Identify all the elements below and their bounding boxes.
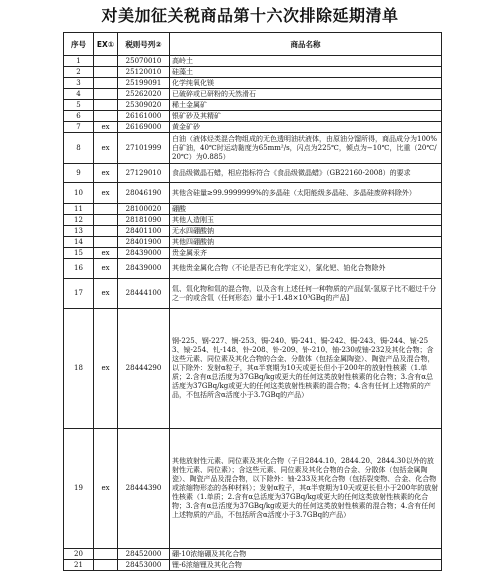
row-name: 其他含硅量≥99.9999999%的多晶硅（太阳能级多晶硅、多晶硅废碎料除外） [170, 183, 442, 204]
row-code: 28444290 [118, 309, 170, 429]
row-name: 黄金矿砂 [170, 122, 442, 133]
row-seq: 2 [64, 67, 94, 78]
row-ex [94, 549, 118, 560]
row-ex [94, 560, 118, 571]
row-seq: 1 [64, 56, 94, 67]
row-seq: 5 [64, 100, 94, 111]
table-row [64, 204, 442, 215]
row-code: 28444390 [118, 429, 170, 549]
row-ex [94, 67, 118, 78]
row-seq: 7 [64, 122, 94, 133]
row-code: 25120010 [118, 67, 170, 78]
row-code: 28181090 [118, 215, 170, 226]
row-ex: ex [94, 164, 118, 183]
row-code: 28439000 [118, 259, 170, 279]
row-ex: ex [94, 183, 118, 204]
row-ex [94, 204, 118, 215]
row-seq: 18 [64, 309, 94, 429]
row-ex: ex [94, 429, 118, 549]
row-code: 28401900 [118, 237, 170, 248]
row-name: 已破碎或已研粉的天然滑石 [170, 89, 442, 100]
row-code: 27101999 [118, 133, 170, 164]
table-row [64, 549, 442, 560]
row-ex [94, 100, 118, 111]
row-name: 钢-225、钢-227、锎-253、锔-240、锔-241、锔-242、锔-243、锔-244、锿-253、锿-254、钆-148、钋-208、钋-209、钋-210、铀-230或铀-232及其化合物；含这些元素、同位素及其化合物的合金、分散体（包括金属陶瓷）、陶瓷产品及混合物，以下除外：发射α粒子，其α半衰期为10天或更长但小于200年的放射性核素（1.单质；2.含有α总活度为37GBq/kg或更大的任何这类放射性核素的化合物；3.含有α总活度为37GBq/kg或更大的任何这类放射性核素的混合物；4.含有任何上述物质的产品，不包括所含α活度小于3.7GBq的产品） [170, 309, 442, 429]
row-name: 化学纯氧化镁 [170, 78, 442, 89]
table-row [64, 78, 442, 89]
row-name: 锂-6浓缩锂及其化合物 [170, 560, 442, 571]
row-seq: 16 [64, 259, 94, 279]
row-name: 食品级微晶石蜡，相应指标符合《食品级微晶蜡》（GB22160-2008）的要求 [170, 164, 442, 183]
row-ex [94, 78, 118, 89]
row-ex: ex [94, 309, 118, 429]
header-name: 商品名称 [170, 33, 442, 56]
header-code: 税则号列② [118, 33, 170, 56]
table-row [64, 279, 442, 309]
page-title: 对美加征关税商品第十六次排除延期清单 [101, 6, 399, 25]
row-name: 贵金属汞齐 [170, 248, 442, 259]
row-name: 高岭土 [170, 56, 442, 67]
row-name: 氚、氚化物和氚的混合物，以及含有上述任何一种物质的产品[氚-氢原子比不超过千分之一的或含氚（任何形态）量小于1.48×10³GBq的产品] [170, 279, 442, 309]
table-row [64, 67, 442, 78]
row-code: 25262020 [118, 89, 170, 100]
row-name: 其他人造刚玉 [170, 215, 442, 226]
row-ex [94, 56, 118, 67]
header-ex: EX① [94, 33, 118, 56]
row-seq: 3 [64, 78, 94, 89]
row-code: 25199091 [118, 78, 170, 89]
row-ex: ex [94, 133, 118, 164]
row-seq: 21 [64, 560, 94, 571]
row-name: 白油（液体烃类混合物组成的无色透明油状液体，由原油分馏所得，商品成分为100%白矿油，40℃时运动黏度为65mm²/s，闪点为225℃，倾点为−10℃，比重（20℃/20℃）为0.885） [170, 133, 442, 164]
row-name: 稀土金属矿 [170, 100, 442, 111]
table-row [64, 429, 442, 549]
row-code: 27129010 [118, 164, 170, 183]
row-ex [94, 111, 118, 122]
row-ex [94, 226, 118, 237]
row-ex: ex [94, 248, 118, 259]
row-name: 银矿砂及其精矿 [170, 111, 442, 122]
table-row [64, 183, 442, 204]
table-row [64, 164, 442, 183]
row-code: 26161000 [118, 111, 170, 122]
table-row [64, 111, 442, 122]
row-seq: 14 [64, 237, 94, 248]
row-code: 28444100 [118, 279, 170, 309]
row-seq: 19 [64, 429, 94, 549]
row-code: 28401100 [118, 226, 170, 237]
table-row [64, 237, 442, 248]
row-code: 28452000 [118, 549, 170, 560]
row-seq: 12 [64, 215, 94, 226]
row-ex [94, 237, 118, 248]
table-row [64, 56, 442, 67]
row-name: 硼-10浓缩硼及其化合物 [170, 549, 442, 560]
row-code: 25070010 [118, 56, 170, 67]
table-header-row [64, 33, 442, 56]
row-seq: 4 [64, 89, 94, 100]
row-name: 硼酸 [170, 204, 442, 215]
row-code: 28046190 [118, 183, 170, 204]
table-row [64, 309, 442, 429]
row-code: 28100020 [118, 204, 170, 215]
row-seq: 15 [64, 248, 94, 259]
row-seq: 10 [64, 183, 94, 204]
row-seq: 20 [64, 549, 94, 560]
table-row [64, 259, 442, 279]
row-seq: 8 [64, 133, 94, 164]
table-row [64, 215, 442, 226]
row-name: 其他放射性元素、同位素及其化合物（子目2844.10、2844.20、2844.30以外的放射性元素、同位素）；含这些元素、同位素及其化合物的合金、分散体（包括金属陶瓷）、陶瓷产品及混合物，以下除外：铀-233及其化合物（包括裂变物、合金、化合物或浓缩物形态的各种材料）；发射α粒子，其α半衰期为10天或更长但小于200年的放射性核素（1.单质；2.含有α总活度为37GBq/kg或更大的任何这类放射性核素的化合物；3.含有α总活度为37GBq/kg或更大的任何这类放射性核素的混合物；4.含有任何上述物质的产品，不包括所含α活度小于3.7GBq的产品） [170, 429, 442, 549]
row-name: 其他贵金属化合物（不论是否已有化学定义），氯化钯、铂化合物除外 [170, 259, 442, 279]
row-seq: 13 [64, 226, 94, 237]
row-seq: 9 [64, 164, 94, 183]
row-ex: ex [94, 259, 118, 279]
row-seq: 11 [64, 204, 94, 215]
table-row [64, 122, 442, 133]
row-ex [94, 89, 118, 100]
row-ex [94, 215, 118, 226]
row-name: 其他四硼酸钠 [170, 237, 442, 248]
row-code: 25309020 [118, 100, 170, 111]
table-row [64, 100, 442, 111]
table-row [64, 560, 442, 571]
row-code: 26169000 [118, 122, 170, 133]
row-name: 硅藻土 [170, 67, 442, 78]
table-row [64, 133, 442, 164]
row-seq: 17 [64, 279, 94, 309]
row-seq: 6 [64, 111, 94, 122]
row-name: 无水四硼酸钠 [170, 226, 442, 237]
table-row [64, 248, 442, 259]
row-ex: ex [94, 122, 118, 133]
header-seq: 序号 [64, 33, 94, 56]
row-ex: ex [94, 279, 118, 309]
tariff-exclusion-table [63, 32, 442, 571]
row-code: 28453000 [118, 560, 170, 571]
row-code: 28439000 [118, 248, 170, 259]
table-row [64, 226, 442, 237]
table-row [64, 89, 442, 100]
